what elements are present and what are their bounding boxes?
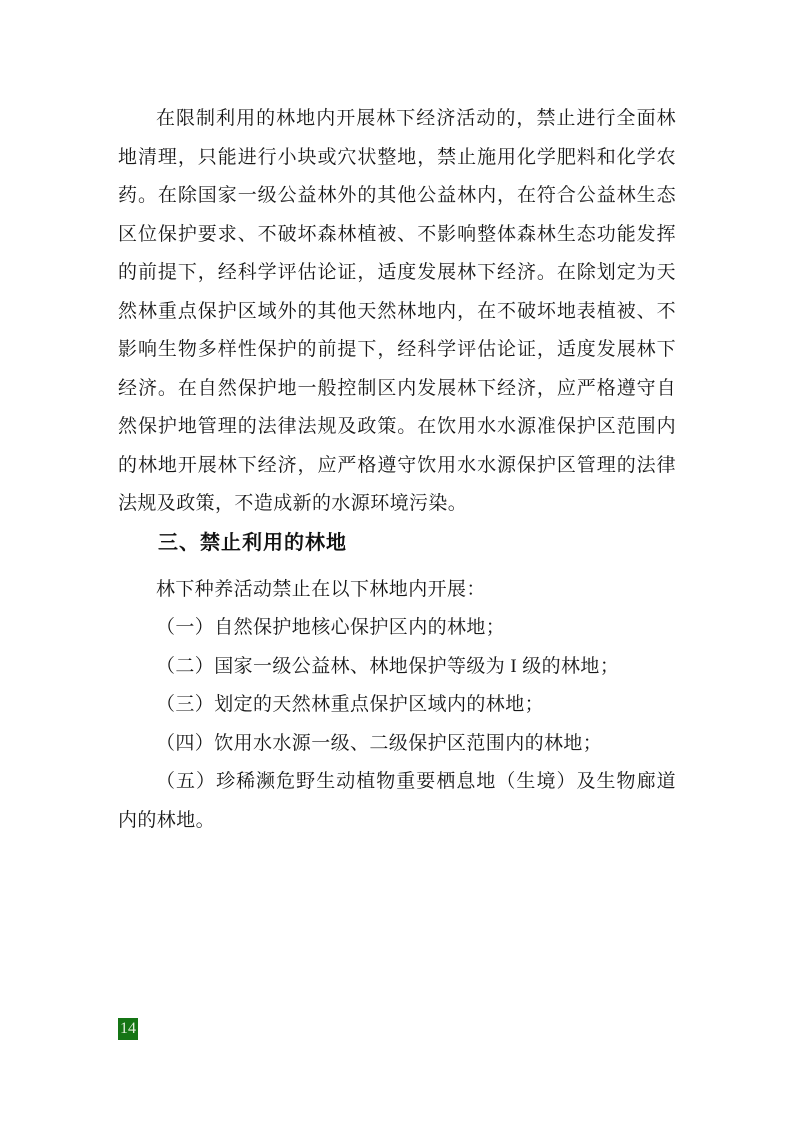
list-item-4: （四）饮用水水源一级、二级保护区范围内的林地； (156, 732, 603, 754)
list-intro: 林下种养活动禁止在以下林地内开展： (156, 578, 486, 600)
prohibited-land-list (118, 609, 676, 840)
section-heading-prohibited-forest-land: 三、禁止利用的林地 (158, 531, 347, 554)
paragraph-restricted-use-rules: 在限制利用的林地内开展林下经济活动的，禁止进行全面林地清理，只能进行小块或穴状整地，禁止施用化学肥料和化学农药。在除国家一级公益林外的其他公益林内，在符合公益林生态区位保护要求、不破坏森林植被、不影响整体森林生态功能发挥的前提下，经科学评估论证，适度发展林下经济。在除划定为天然林重点保护区域外的其他天然林地内，在不破坏地表植被、不影响生物多样性保护的前提下，经科学评估论证，适度发展林下经济。在自然保护地一般控制区内发展林下经济，应严格遵守自然保护地管理的法律法规及政策。在饮用水水源准保护区范围内的林地开展林下经济，应严格遵守饮用水水源保护区管理的法律法规及政策，不造成新的水源环境污染。 (118, 108, 676, 514)
list-item-5: （五）珍稀濒危野生动植物重要栖息地（生境）及生物廊道内的林地。 (118, 771, 676, 831)
list-item-3: （三）划定的天然林重点保护区域内的林地； (156, 694, 545, 715)
page-number-badge: 14 (118, 1018, 138, 1040)
text-content-area (118, 100, 676, 840)
list-item-2: （二）国家一级公益林、林地保护等级为 I 级的林地； (156, 655, 620, 677)
list-item-1: （一）自然保护地核心保护区内的林地； (156, 617, 506, 638)
